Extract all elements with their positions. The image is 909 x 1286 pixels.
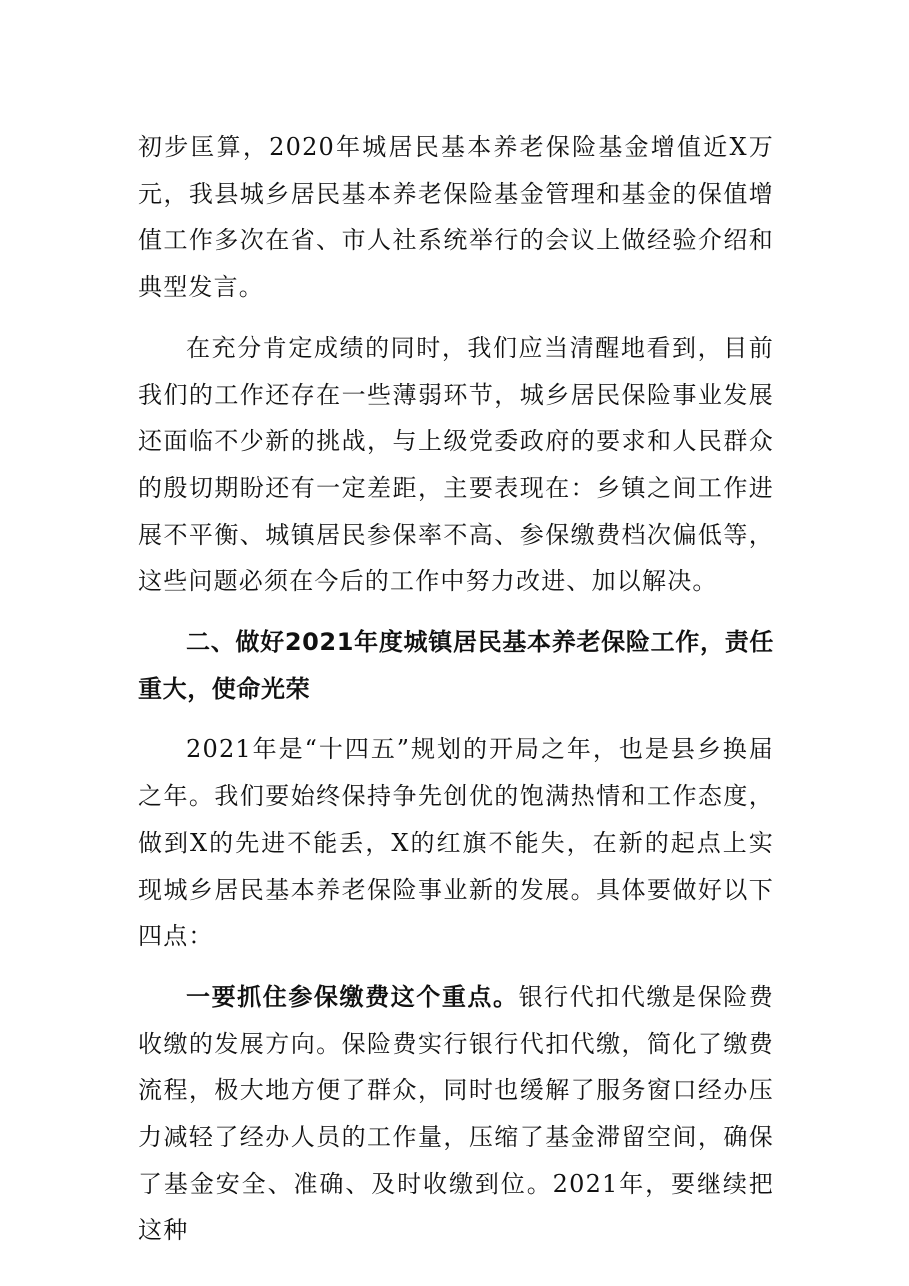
section-heading: 二、做好2021年度城镇居民基本养老保险工作，责任重大，使命光荣	[138, 628, 774, 703]
document-page	[138, 124, 774, 1254]
paragraph-body-text: 银行代扣代缴是保险费收缴的发展方向。保险费实行银行代扣代缴，简化了缴费流程，极大地方便了群众，同时也缓解了服务窗口经办压力减轻了经办人员的工作量，压缩了基金滞留空间，确保了基金安全、准确、及时收缴到位。2021年，要继续把这种	[138, 982, 774, 1245]
paragraph-shortcomings: 在充分肯定成绩的同时，我们应当清醒地看到，目前我们的工作还存在一些薄弱环节，城乡居民保险事业发展还面临不少新的挑战，与上级党委政府的要求和人民群众的殷切期盼还有一定差距，主要表现在：乡镇之间工作进展不平衡、城镇居民参保率不高、参保缴费档次偏低等，这些问题必须在今后的工作中努力改进、加以解决。	[138, 333, 774, 596]
paragraph-lead-phrase: 一要抓住参保缴费这个重点。	[186, 982, 519, 1011]
paragraph-payment-focus	[138, 974, 774, 1254]
paragraph-2021-goals: 2021年是“十四五”规划的开局之年，也是县乡换届之年。我们要始终保持争先创优的饱满热情和工作态度，做到X的先进不能丢，X的红旗不能失，在新的起点上实现城乡居民基本养老保险事业新的发展。具体要做好以下四点：	[138, 735, 774, 951]
paragraph-fund-summary: 初步匡算，2020年城居民基本养老保险基金增值近X万元，我县城乡居民基本养老保险基金管理和基金的保值增值工作多次在省、市人社系统举行的会议上做经验介绍和典型发言。	[138, 133, 774, 302]
